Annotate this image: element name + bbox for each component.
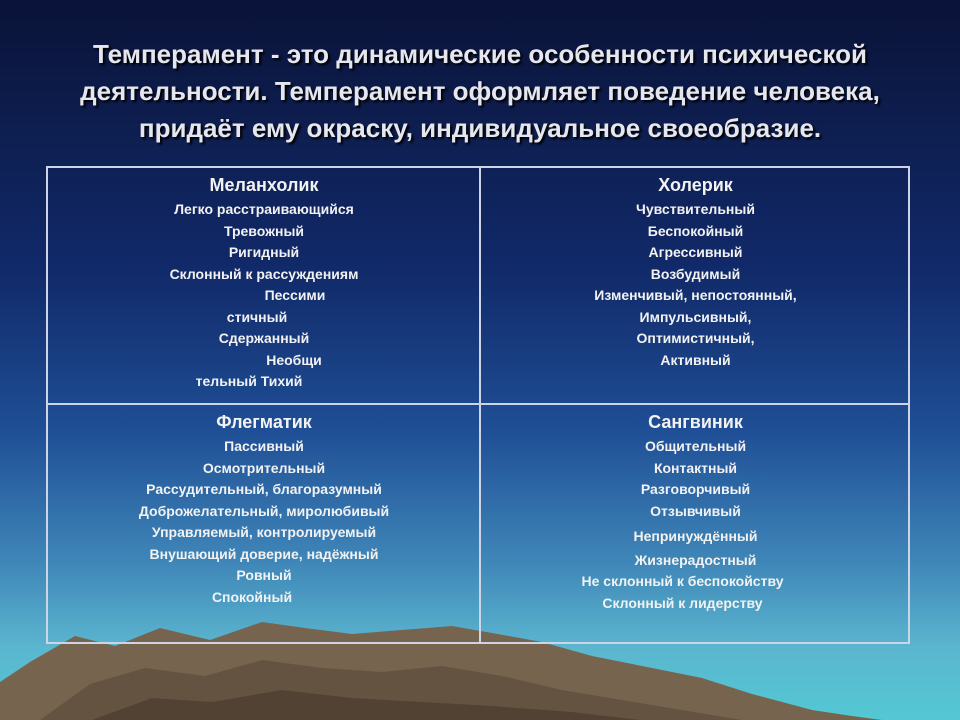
list-item: Жизнерадостный [634,551,757,568]
list-item: Непринуждённый [633,528,758,544]
list-item: Оптимистичный, [636,330,755,346]
list-item: Импульсивный, [639,308,752,325]
list-item: Агрессивный [648,244,743,260]
cell-heading: Холерик [658,175,733,195]
cell-choleric [481,174,910,371]
list-item: Изменчивый, непостоянный, [594,287,797,303]
list-item: Пассивный [224,438,304,454]
list-item: Склонный к рассуждениям [169,265,359,282]
list-item: Спокойный [211,588,293,605]
list-item: Тревожный [223,222,305,239]
list-item: стичный [226,308,288,325]
list-item: Общительный [644,438,747,454]
cell-heading: Флегматик [216,412,312,432]
page-title [40,36,920,147]
list-item: Беспокойный [647,222,744,239]
list-item: Активный [660,351,731,368]
list-item: Необщи [266,351,322,368]
title-line-1: Темперамент - это динамические особенности психической [93,39,867,69]
list-item: Рассудительный, благоразумный [146,481,382,497]
list-item: Легко расстраивающийся [174,201,354,217]
cell-phlegmatic [48,411,480,608]
list-item: Пессими [264,287,326,303]
list-item: Доброжелательный, миролюбивый [138,502,390,519]
title-line-2: деятельности. Темперамент оформляет поведение человека, [80,76,880,106]
cell-melancholic [48,174,480,393]
cell-heading: Меланхолик [209,175,319,195]
list-item: Не склонный к беспокойству [581,573,784,589]
list-item: Ровный [236,567,292,583]
list-item: тельный Тихий [195,373,303,389]
list-item: Возбудимый [650,265,741,282]
list-item: Отзывчивый [650,502,741,519]
list-item: Ригидный [228,244,300,260]
cell-heading: Сангвиник [648,412,743,432]
cell-sanguine [481,411,910,614]
list-item: Сдержанный [218,330,310,346]
list-item: Осмотрительный [202,459,326,476]
list-item: Разговорчивый [640,481,751,497]
temperament-table [46,166,910,644]
table-divider-horizontal [48,403,908,405]
list-item: Склонный к лидерству [602,594,763,611]
title-line-3: придаёт ему окраску, индивидуальное своеобразие. [138,113,822,143]
list-item: Чувствительный [636,201,755,217]
list-item: Контактный [653,459,738,476]
list-item: Управляемый, контролируемый [151,524,377,540]
list-item: Внушающий доверие, надёжный [149,545,379,562]
